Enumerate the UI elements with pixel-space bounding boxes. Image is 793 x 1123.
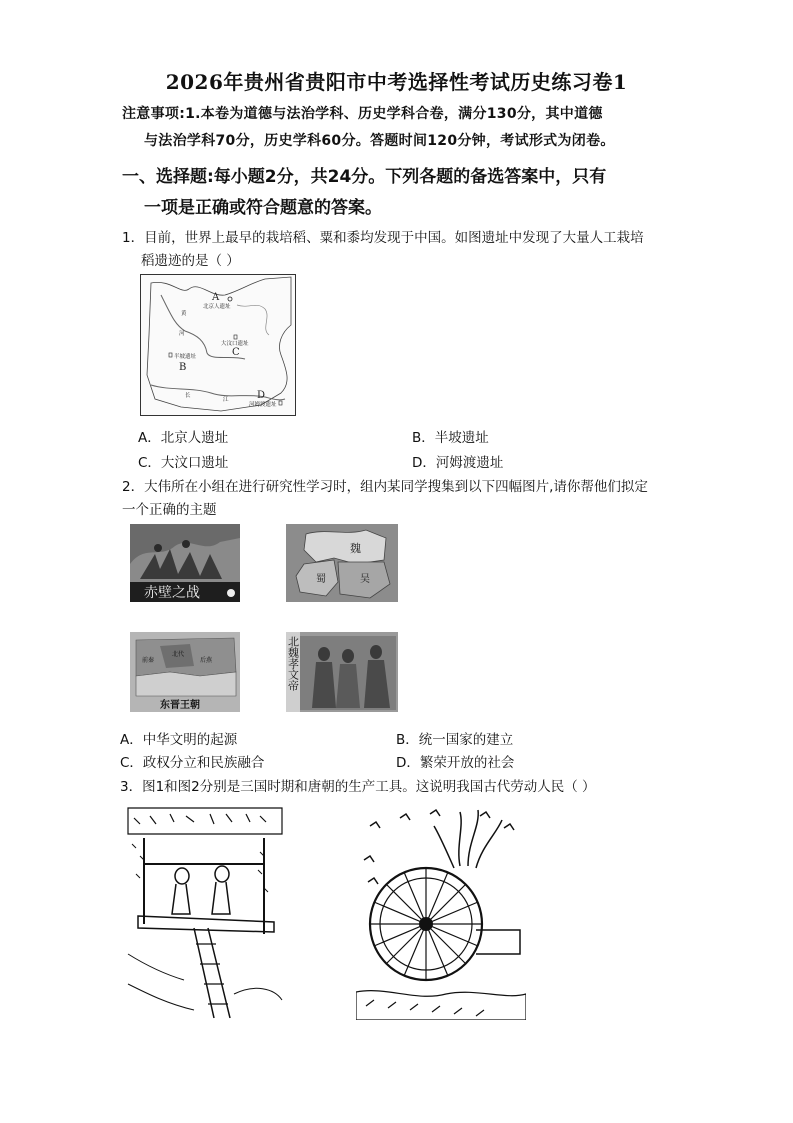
map-label-d: D	[257, 390, 266, 401]
q2-stem-line-1: 2．大伟所在小组在进行研究性学习时，组内某同学搜集到以下四幅图片,请你帮他们拟定	[122, 479, 648, 495]
q1-stem-line-1: 1．目前，世界上最早的栽培稻、粟和黍均发现于中国。如图遗址中发现了大量人工栽培	[122, 230, 644, 246]
exam-title: 2026年贵州省贵阳市中考选择性考试历史练习卷1	[165, 70, 628, 94]
map3-label-qianqin: 前秦	[142, 657, 155, 664]
three-kingdoms-map-picture	[286, 524, 398, 602]
map-river-4: 江	[223, 397, 229, 403]
map3-label-houyan: 后燕	[200, 657, 213, 664]
map-site-a: 北京人遗址	[203, 304, 231, 310]
emperor-xiaowen-picture	[286, 632, 398, 712]
section-heading-line-2: 一项是正确或符合题意的答案。	[144, 198, 382, 218]
map3-caption: 东晋王朝	[160, 700, 200, 711]
q3-stem-line-1: 3．图1和图2分别是三国时期和唐朝的生产工具。这说明我国古代劳动人民（ ）	[120, 779, 596, 795]
map-label-c: C	[232, 347, 240, 358]
q1-stem-line-2: 稻遗迹的是（ ）	[141, 253, 240, 269]
q2-stem-line-2: 一个正确的主题	[122, 502, 217, 518]
chibi-caption: 赤壁之战	[144, 585, 200, 601]
map-river-1: 黄	[181, 311, 187, 317]
q1-option-b: B．半坡遗址	[412, 430, 489, 446]
map3-label-north-dai: 北代	[172, 651, 185, 658]
map-label-a: A	[212, 292, 220, 303]
notice-line-2: 与法治学科70分，历史学科60分。答题时间120分钟，考试形式为闭卷。	[144, 133, 615, 149]
notice-line-1: 注意事项:1.本卷为道德与法治学科、历史学科合卷，满分130分，其中道德	[122, 106, 603, 122]
q2-option-b: B．统一国家的建立	[396, 732, 514, 748]
map-site-c: 大汶口遗址	[221, 341, 249, 347]
map2-label-wu: 吴	[360, 574, 370, 585]
map2-label-wei: 魏	[350, 542, 361, 555]
map2-label-shu: 蜀	[316, 574, 326, 585]
q1-option-a: A．北京人遗址	[138, 430, 229, 446]
q2-option-c: C．政权分立和民族融合	[120, 755, 265, 771]
q1-option-d: D．河姆渡遗址	[412, 455, 504, 471]
map-label-b: B	[179, 362, 187, 373]
q1-option-c: C．大汶口遗址	[138, 455, 229, 471]
tang-water-wheel-figure	[356, 806, 526, 1020]
three-kingdoms-tool-figure	[124, 804, 286, 1020]
emperor-xiaowen-label: 北魏孝文帝	[286, 636, 300, 691]
section-heading-line-1: 一、选择题:每小题2分，共24分。下列各题的备选答案中，只有	[122, 167, 607, 187]
map-site-d: 河姆渡遗址	[249, 402, 277, 408]
map-river-3: 长	[185, 393, 191, 399]
chibi-battle-picture	[130, 524, 240, 602]
map-river-2: 河	[179, 331, 185, 337]
q2-option-d: D．繁荣开放的社会	[396, 755, 515, 771]
map-site-b: 半坡遗址	[174, 354, 197, 360]
q1-site-map	[140, 274, 296, 416]
eastern-jin-map-picture	[130, 632, 240, 712]
q2-option-a: A．中华文明的起源	[120, 732, 238, 748]
